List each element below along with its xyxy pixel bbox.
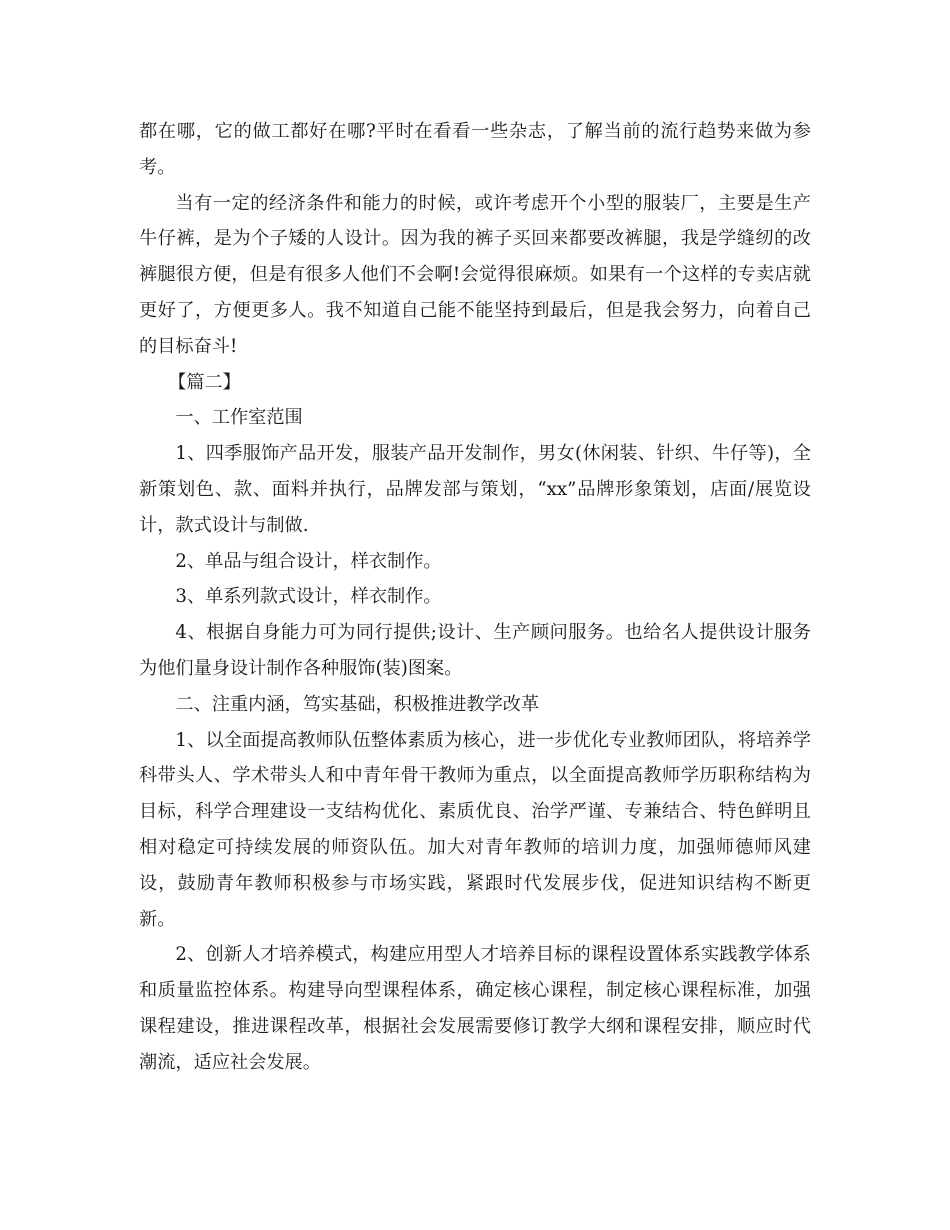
- reform-item-1: 1、以全面提高教师队伍整体素质为核心，进一步优化专业教师团队，将培养学科带头人、学术带头人和中青年骨干教师为重点，以全面提高教师学历职称结构为目标，科学合理建设一支结构优化、素质优良、治学严谨、专兼结合、特色鲜明且相对稳定可持续发展的师资队伍。加大对青年教师的培训力度，加强师德师风建设，鼓励青年教师积极参与市场实践，紧跟时代发展步伐，促进知识结构不断更新。: [139, 729, 811, 930]
- list-item-4: 4、根据自身能力可为同行提供;设计、生产顾问服务。也给名人提供设计服务为他们量身设计制作各种服饰(装)图案。: [139, 622, 811, 679]
- reform-item-2: 2、创新人才培养模式，构建应用型人才培养目标的课程设置体系实践教学体系和质量监控体系。构建导向型课程体系，确定核心课程，制定核心课程标准，加强课程建设，推进课程改革，根据社会发展需要修订教学大纲和课程安排，顺应时代潮流，适应社会发展。: [139, 944, 811, 1073]
- list-item-2: 2、单品与组合设计，样衣制作。: [175, 550, 442, 572]
- paragraph-factory-plan: 当有一定的经济条件和能力的时候，或许考虑开个小型的服装厂，主要是生产牛仔裤，是为个子矮的人设计。因为我的裤子买回来都要改裤腿，我是学缝纫的改裤腿很方便，但是有很多人他们不会啊!会觉得很麻烦。如果有一个这样的专卖店就更好了，方便更多人。我不知道自己能不能坚持到最后，但是我会努力，向着自己的目标奋斗!: [139, 192, 811, 357]
- list-item-3: 3、单系列款式设计，样衣制作。: [175, 586, 442, 608]
- section-heading-part-two: 【篇二】: [168, 371, 241, 393]
- document-body: [139, 114, 811, 1081]
- heading-teaching-reform: 二、注重内涵，笃实基础，积极推进教学改革: [175, 693, 540, 715]
- paragraph-continuation: 都在哪，它的做工都好在哪?平时在看看一些杂志，了解当前的流行趋势来做为参考。: [139, 121, 811, 178]
- list-item-1: 1、四季服饰产品开发，服装产品开发制作，男女(休闲装、针织、牛仔等)，全新策划色、款、面料并执行，品牌发部与策划，“xx”品牌形象策划，店面/展览设计，款式设计与制做.: [139, 443, 811, 536]
- heading-studio-scope: 一、工作室范围: [175, 407, 303, 429]
